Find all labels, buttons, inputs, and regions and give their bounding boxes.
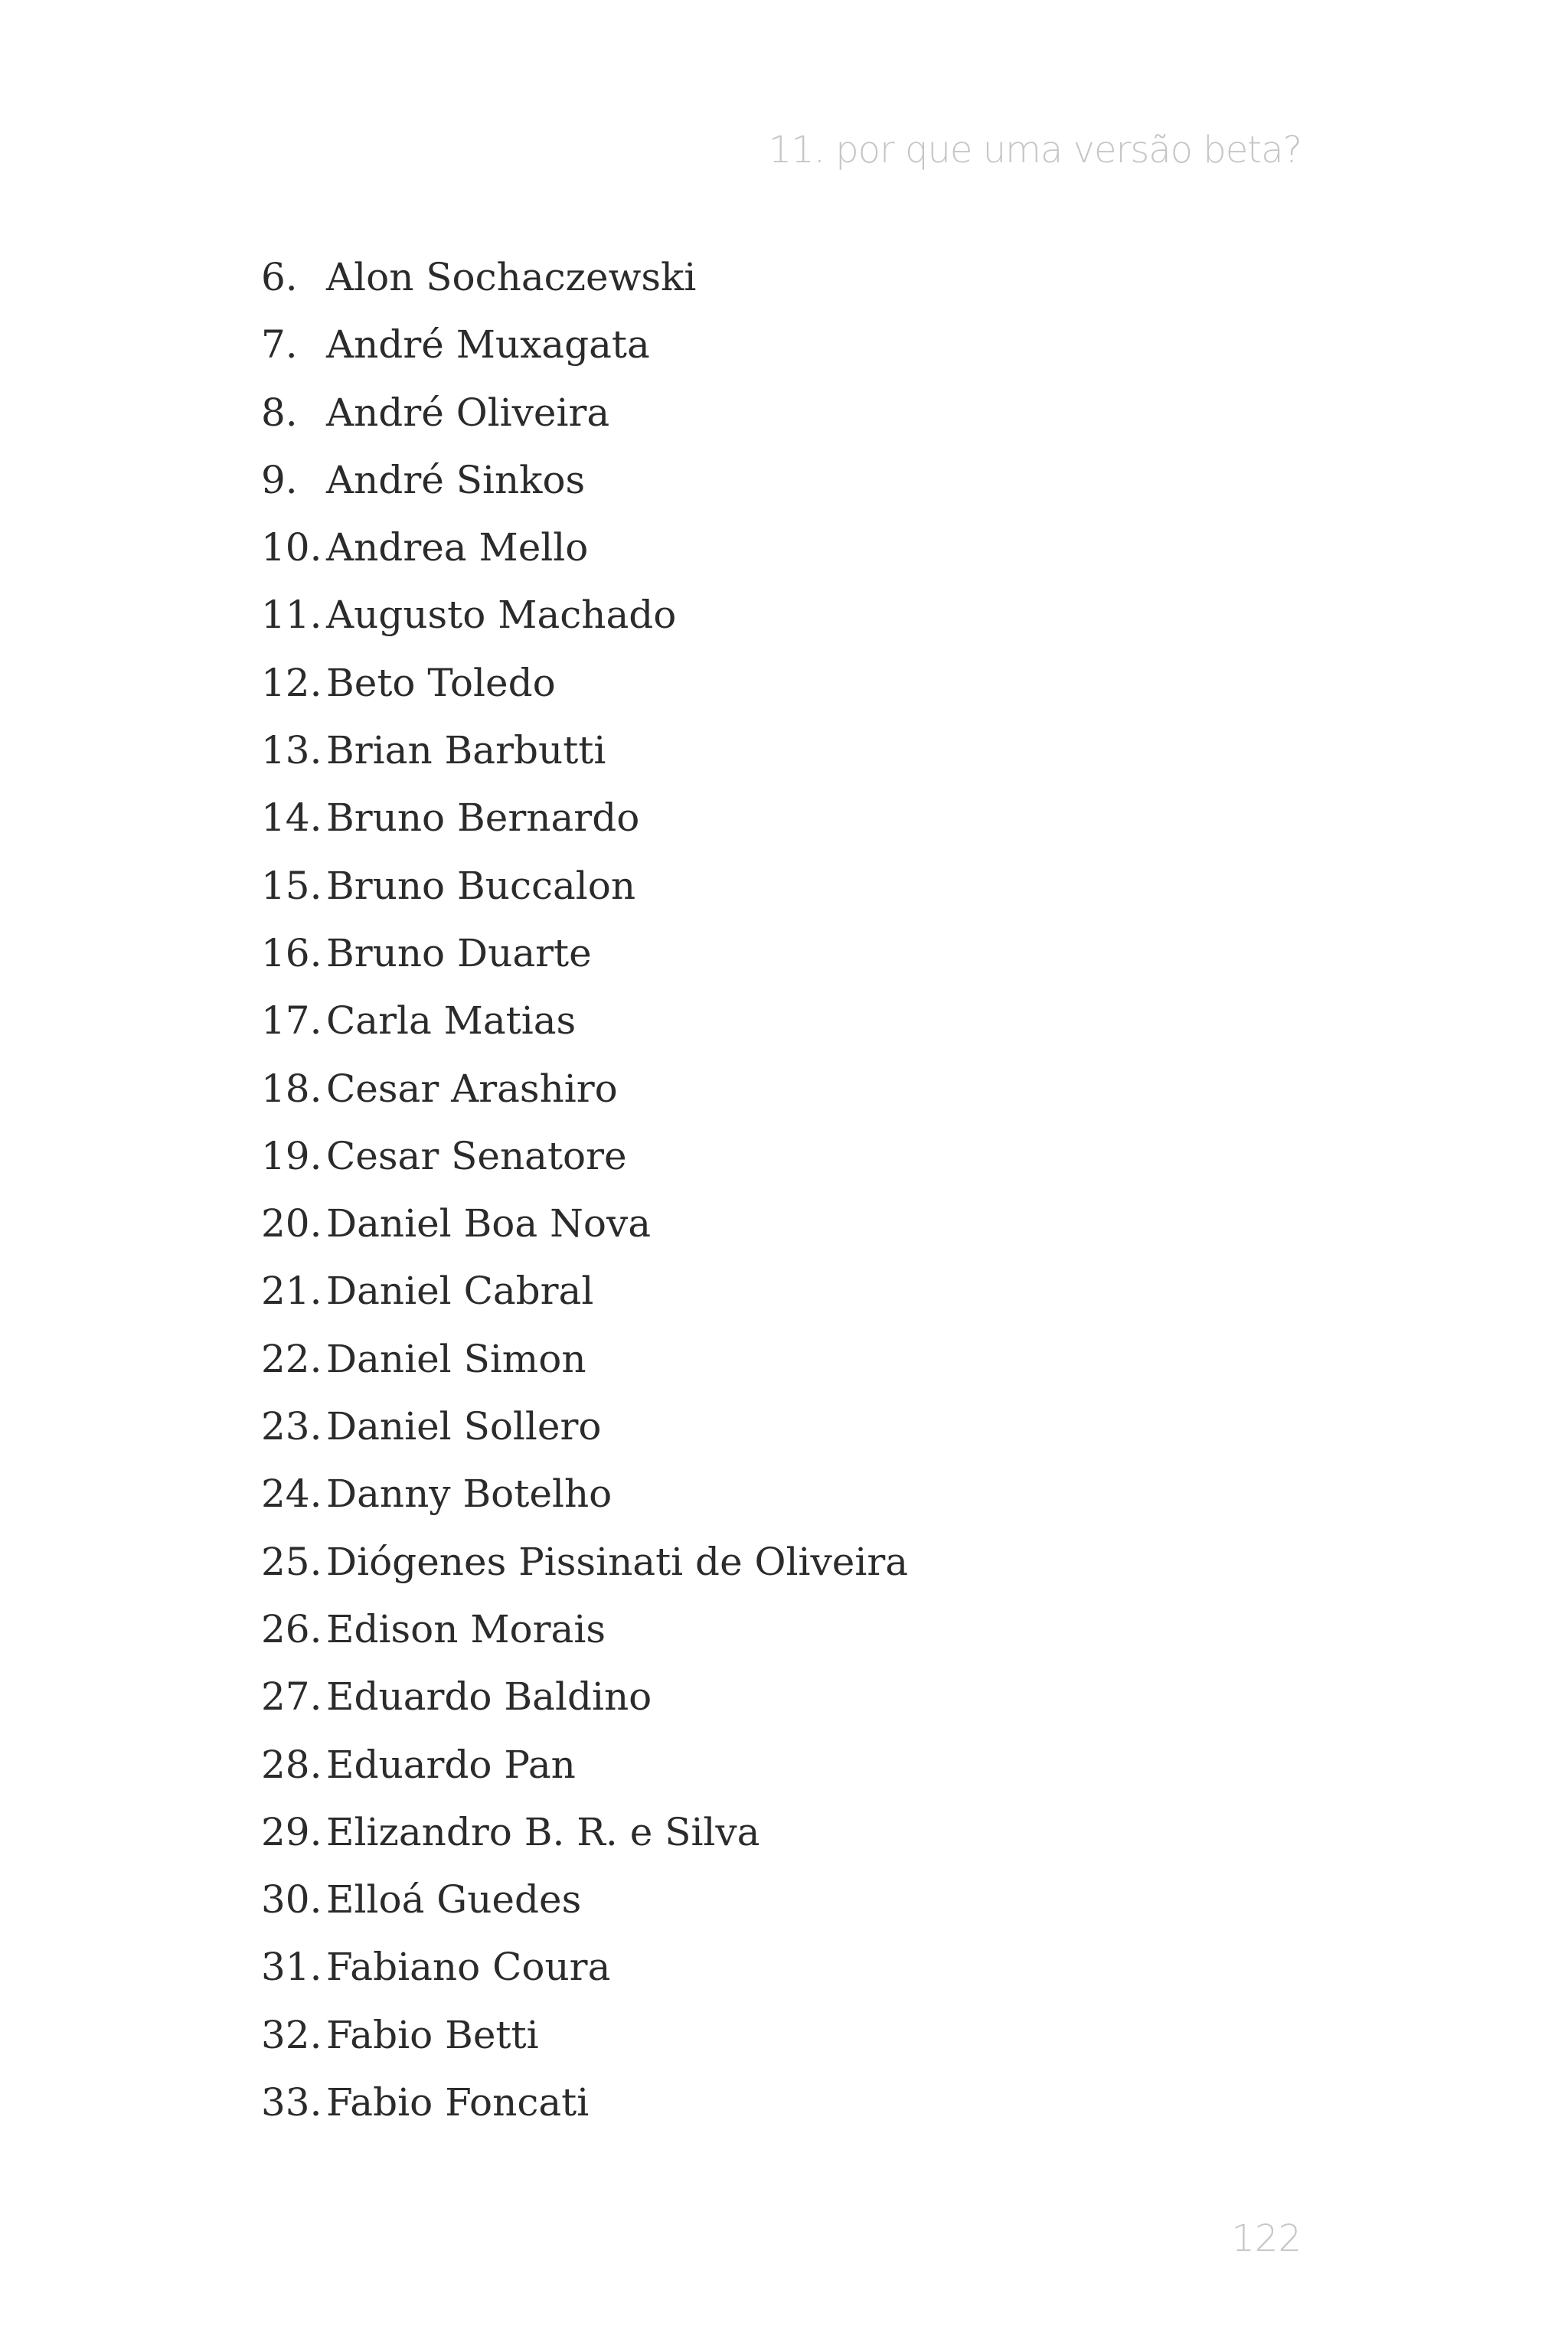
running-header: 11. por que uma versão beta? bbox=[768, 129, 1302, 172]
list-item bbox=[261, 1393, 908, 1460]
list-item bbox=[261, 1190, 908, 1257]
list-item-name: Augusto Machado bbox=[326, 593, 677, 638]
list-item-name: André Muxagata bbox=[326, 322, 650, 368]
list-item bbox=[261, 243, 908, 311]
list-item-name: André Oliveira bbox=[326, 390, 610, 435]
list-item-name: Cesar Arashiro bbox=[326, 1066, 618, 1111]
list-item-name: Fabio Betti bbox=[326, 2012, 539, 2057]
list-item-name: Cesar Senatore bbox=[326, 1133, 627, 1178]
list-item-name: Bruno Buccalon bbox=[326, 863, 636, 908]
list-item bbox=[261, 1055, 908, 1122]
list-item-number: 29. bbox=[261, 1809, 322, 1854]
list-item-number: 21. bbox=[261, 1269, 322, 1314]
list-item bbox=[261, 1122, 908, 1190]
list-item-number: 30. bbox=[261, 1877, 322, 1922]
list-item bbox=[261, 1798, 908, 1866]
list-item-name: Daniel Cabral bbox=[326, 1269, 594, 1314]
list-item-number: 10. bbox=[261, 525, 322, 570]
list-item-number: 13. bbox=[261, 728, 322, 773]
list-item bbox=[261, 717, 908, 784]
list-item-name: Alon Sochaczewski bbox=[326, 255, 697, 299]
list-item-number: 28. bbox=[261, 1742, 322, 1787]
list-item-name: Danny Botelho bbox=[326, 1472, 612, 1517]
list-item-name: André Sinkos bbox=[326, 457, 586, 502]
list-item bbox=[261, 784, 908, 851]
list-item-name: Elloá Guedes bbox=[326, 1877, 582, 1922]
list-item-number: 6. bbox=[261, 255, 298, 299]
list-item-name: Diógenes Pissinati de Oliveira bbox=[326, 1539, 909, 1584]
list-item-name: Eduardo Baldino bbox=[326, 1674, 652, 1720]
list-item-number: 33. bbox=[261, 2080, 322, 2125]
list-item-name: Eduardo Pan bbox=[326, 1742, 576, 1787]
list-item-name: Bruno Duarte bbox=[326, 930, 592, 975]
list-item-name: Beto Toledo bbox=[326, 660, 556, 705]
list-item-number: 20. bbox=[261, 1201, 322, 1246]
list-item-number: 16. bbox=[261, 930, 322, 975]
list-item bbox=[261, 987, 908, 1054]
list-item bbox=[261, 446, 908, 514]
list-item bbox=[261, 1933, 908, 2001]
list-item-number: 12. bbox=[261, 660, 322, 705]
list-item bbox=[261, 1528, 908, 1596]
list-item-name: Daniel Simon bbox=[326, 1336, 586, 1381]
list-item bbox=[261, 1325, 908, 1393]
list-item-number: 23. bbox=[261, 1404, 322, 1449]
list-item bbox=[261, 1663, 908, 1730]
list-item-name: Edison Morais bbox=[326, 1606, 606, 1651]
list-item bbox=[261, 1866, 908, 1933]
list-item-number: 11. bbox=[261, 593, 322, 638]
list-item-name: Carla Matias bbox=[326, 998, 577, 1044]
list-item bbox=[261, 852, 908, 920]
list-item-number: 8. bbox=[261, 390, 298, 435]
list-item-number: 22. bbox=[261, 1336, 322, 1381]
list-item-number: 14. bbox=[261, 795, 322, 841]
list-item-name: Fabio Foncati bbox=[326, 2080, 590, 2125]
list-item bbox=[261, 1460, 908, 1527]
list-item bbox=[261, 920, 908, 987]
list-item-name: Bruno Bernardo bbox=[326, 795, 640, 841]
list-item-number: 18. bbox=[261, 1066, 322, 1111]
name-list bbox=[261, 243, 908, 2136]
list-item bbox=[261, 1731, 908, 1798]
list-item-number: 9. bbox=[261, 457, 298, 502]
list-item-name: Daniel Sollero bbox=[326, 1404, 602, 1449]
list-item-number: 17. bbox=[261, 998, 322, 1044]
list-item-name: Daniel Boa Nova bbox=[326, 1201, 652, 1246]
list-item-number: 26. bbox=[261, 1606, 322, 1651]
list-item-name: Fabiano Coura bbox=[326, 1945, 611, 1990]
list-item-number: 15. bbox=[261, 863, 322, 908]
list-item-number: 7. bbox=[261, 322, 298, 368]
list-item bbox=[261, 379, 908, 446]
list-item bbox=[261, 311, 908, 378]
list-item bbox=[261, 514, 908, 581]
list-item-number: 24. bbox=[261, 1472, 322, 1517]
list-item bbox=[261, 2069, 908, 2136]
list-item-number: 27. bbox=[261, 1674, 322, 1720]
list-item bbox=[261, 649, 908, 717]
list-item-number: 25. bbox=[261, 1539, 322, 1584]
list-item-number: 31. bbox=[261, 1945, 322, 1990]
list-item-number: 19. bbox=[261, 1133, 322, 1178]
list-item bbox=[261, 2001, 908, 2069]
list-item-name: Elizandro B. R. e Silva bbox=[326, 1809, 760, 1854]
list-item bbox=[261, 1596, 908, 1663]
list-item bbox=[261, 581, 908, 648]
list-item-name: Brian Barbutti bbox=[326, 728, 606, 773]
list-item-name: Andrea Mello bbox=[326, 525, 589, 570]
page-number: 122 bbox=[1231, 2217, 1302, 2260]
list-item bbox=[261, 1257, 908, 1325]
list-item-number: 32. bbox=[261, 2012, 322, 2057]
